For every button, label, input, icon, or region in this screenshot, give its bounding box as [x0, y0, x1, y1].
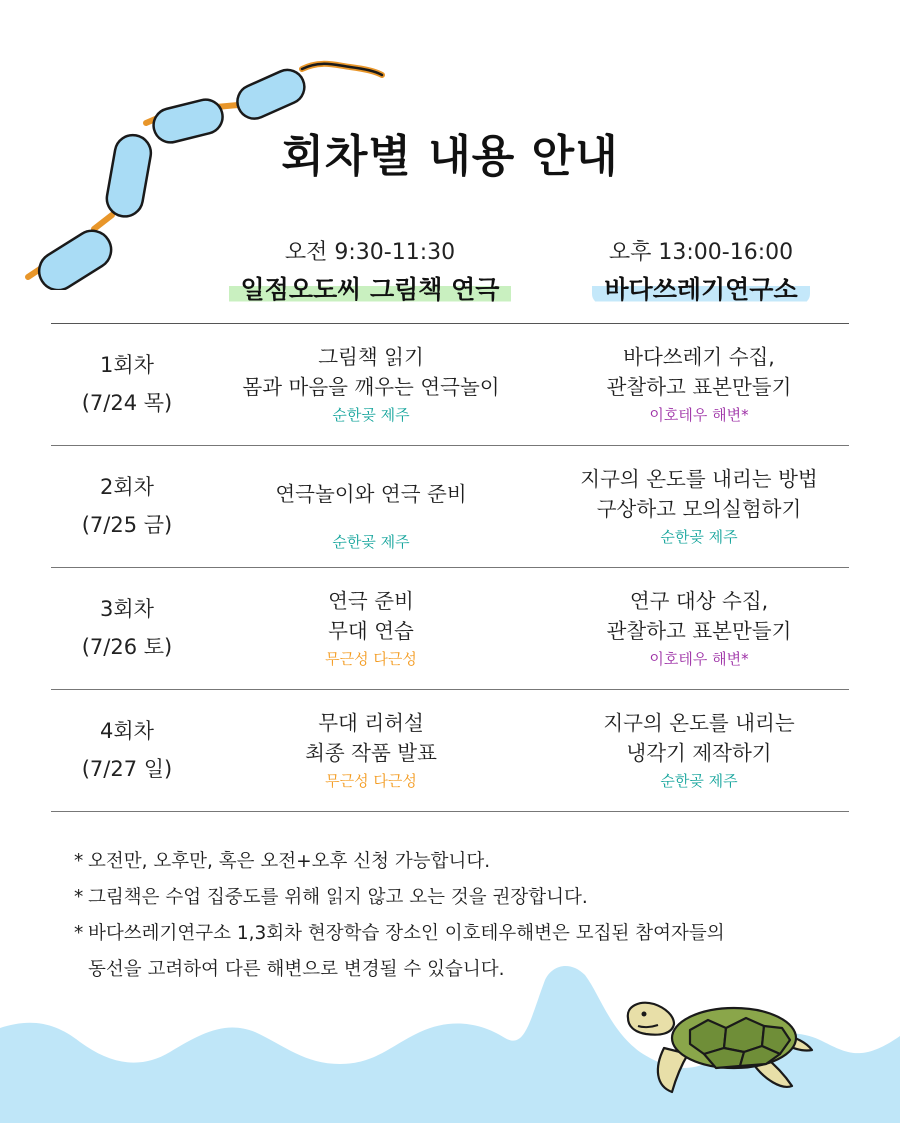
note-marker: *	[74, 851, 84, 872]
location-tag: 이호테우 해변*	[649, 650, 749, 668]
am-time: 오전 9:30-11:30	[284, 240, 456, 265]
content-line: 지구의 온도를 내리는	[603, 711, 795, 735]
content-line: 무대 연습	[328, 619, 414, 643]
session-date: (7/25 금)	[81, 513, 173, 537]
table-row	[51, 568, 849, 690]
location-tag: 순한곶 제주	[660, 772, 738, 790]
note-item	[74, 880, 864, 916]
content-line: 최종 작품 발표	[305, 741, 437, 765]
content-line: 그림책 읽기	[318, 345, 424, 369]
note-item-continued	[74, 952, 864, 988]
pm-content-cell	[539, 324, 859, 444]
location-tag: 무근성 다근성	[325, 650, 417, 668]
content-line: 연구 대상 수집,	[629, 589, 769, 613]
session-cell	[51, 690, 203, 810]
content-line: 구상하고 모의실험하기	[596, 497, 802, 521]
session-date: (7/27 일)	[81, 757, 173, 781]
location-tag: 순한곶 제주	[332, 533, 410, 551]
am-column-header	[210, 238, 530, 304]
content-line: 연극 준비	[328, 589, 414, 613]
note-text: 바다쓰레기연구소 1,3회차 현장학습 장소인 이호테우해변은 모집된 참여자들의	[88, 923, 725, 944]
session-label: 2회차	[100, 475, 154, 499]
pm-content-cell	[539, 690, 859, 810]
pm-program-name: 바다쓰레기연구소	[592, 274, 809, 304]
content-line: 무대 리허설	[318, 711, 424, 735]
note-item	[74, 844, 864, 880]
schedule-table	[51, 323, 849, 812]
table-row	[51, 446, 849, 568]
content-line: 관찰하고 표본만들기	[606, 375, 792, 399]
note-text: 오전만, 오후만, 혹은 오전+오후 신청 가능합니다.	[88, 851, 491, 872]
pm-column-header	[541, 238, 861, 304]
table-row	[51, 690, 849, 812]
session-cell	[51, 568, 203, 688]
content-line: 연극놀이와 연극 준비	[275, 482, 467, 506]
location-tag: 이호테우 해변*	[649, 406, 749, 424]
session-label: 1회차	[100, 353, 154, 377]
session-cell	[51, 446, 203, 566]
session-date: (7/26 토)	[81, 635, 173, 659]
note-text: 동선을 고려하여 다른 해변으로 변경될 수 있습니다.	[88, 959, 505, 980]
am-content-cell	[221, 324, 521, 444]
location-tag: 무근성 다근성	[325, 772, 417, 790]
session-date: (7/24 목)	[81, 391, 173, 415]
content-line: 지구의 온도를 내리는 방법	[580, 467, 818, 491]
note-marker: *	[74, 887, 84, 908]
content-line: 몸과 마음을 깨우는 연극놀이	[242, 375, 500, 399]
content-line: 냉각기 제작하기	[626, 741, 772, 765]
am-content-cell	[221, 446, 521, 566]
session-cell	[51, 324, 203, 444]
sea-turtle-icon	[624, 998, 824, 1098]
content-line: 관찰하고 표본만들기	[606, 619, 792, 643]
am-content-cell	[221, 568, 521, 688]
notes-list	[74, 844, 864, 988]
note-marker: *	[74, 923, 84, 944]
content-line: 바다쓰레기 수집,	[623, 345, 775, 369]
pm-content-cell	[539, 568, 859, 688]
page-title: 회차별 내용 안내	[281, 131, 619, 182]
table-row	[51, 324, 849, 446]
location-tag: 순한곶 제주	[332, 406, 410, 424]
location-tag: 순한곶 제주	[660, 528, 738, 546]
session-label: 4회차	[100, 719, 154, 743]
pm-time: 오후 13:00-16:00	[608, 240, 794, 265]
am-program-name: 일점오도씨 그림책 연극	[229, 274, 512, 304]
am-content-cell	[221, 690, 521, 810]
pm-content-cell	[539, 446, 859, 566]
note-item	[74, 916, 864, 952]
note-text: 그림책은 수업 집중도를 위해 읽지 않고 오는 것을 권장합니다.	[88, 887, 588, 908]
session-label: 3회차	[100, 597, 154, 621]
